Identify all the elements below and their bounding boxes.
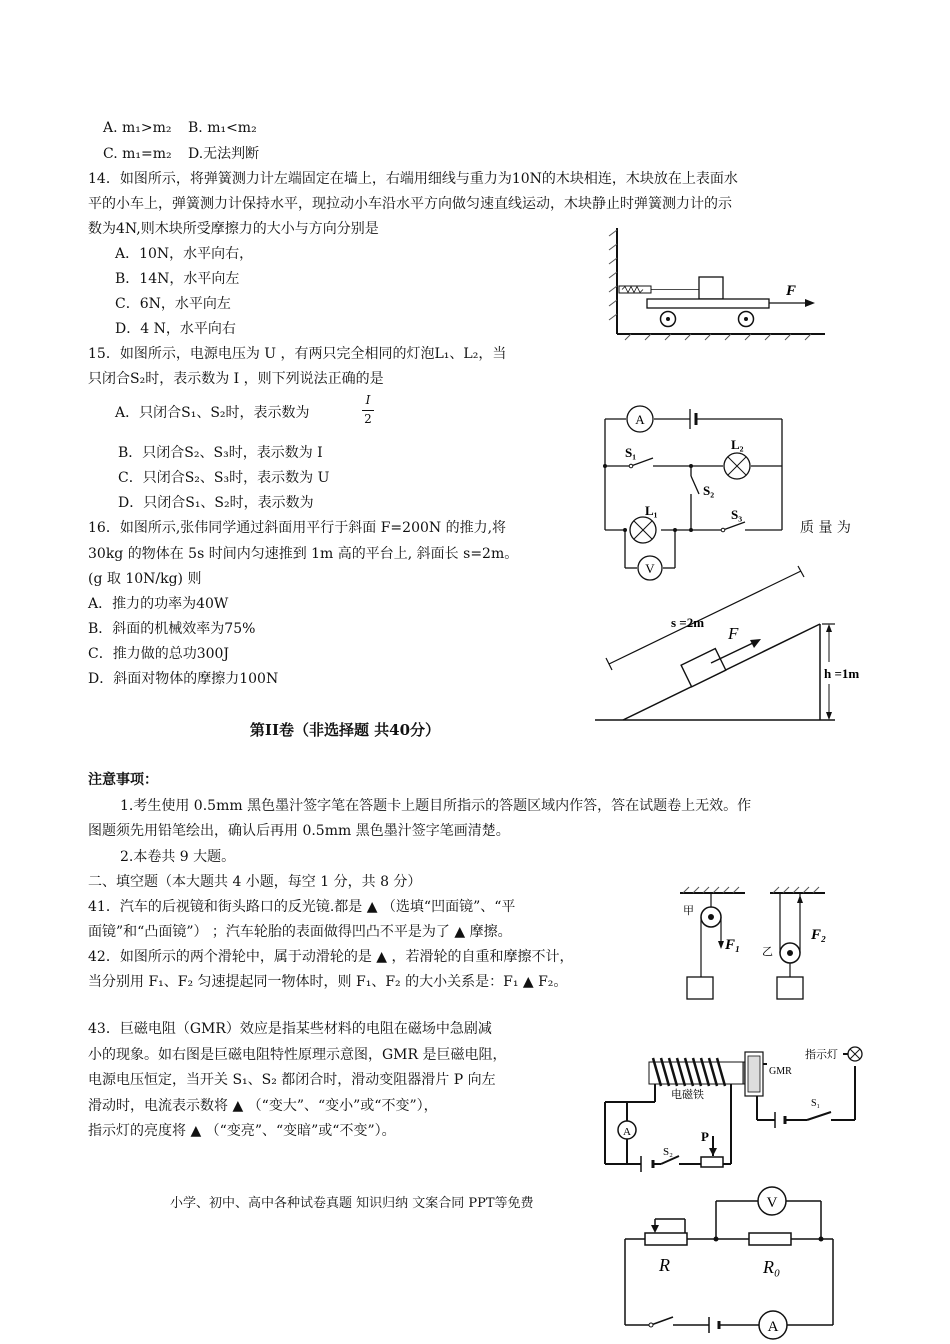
q14-stem-line2: 平的小车上，弹簧测力计保持水平，现拉动小车沿水平方向做匀速直线运动，木块静止时弹簧测力计的示	[88, 196, 732, 212]
pulley-yi-label: 乙	[762, 946, 773, 958]
switch-s2-label: S₂	[663, 1146, 673, 1158]
q42-line1: 42．如图所示的两个滑轮中，属于动滑轮的是 ▲ ，若滑轮的自重和摩擦不计，	[88, 949, 574, 965]
part-2-heading: 二、填空题（本大题共 4 小题，每空 1 分，共 8 分）	[88, 874, 422, 890]
q16-option-d: D．斜面对物体的摩擦力100N	[88, 671, 279, 687]
switch-s1-label: S₁	[625, 445, 637, 460]
q43-line5: 指示灯的亮度将 ▲ （“变亮”、“变暗”或“不变”）。	[88, 1123, 396, 1139]
resistor-r-label: R	[659, 1255, 670, 1275]
q15-option-c: C．只闭合S₂、S₃时，表示数为 U	[118, 470, 330, 486]
q13-option-a: A. m₁>m₂	[103, 120, 172, 136]
cart-spring-diagram	[605, 228, 830, 340]
push-force-label: F	[728, 624, 739, 643]
gmr-circuit-diagram	[597, 1040, 869, 1175]
q16-option-a: A．推力的功率为40W	[88, 596, 229, 612]
q13-option-d: D.无法判断	[188, 146, 260, 162]
q43-line3: 电源电压恒定，当开关 S₁、S₂ 都闭合时，滑动变阻器滑片 P 向左	[88, 1072, 496, 1088]
note-1-line2: 图题须先用铅笔绘出，确认后再用 0.5mm 黑色墨汁签字笔画清楚。	[88, 823, 510, 839]
voltmeter-label: V	[645, 561, 655, 576]
height-label: h =1m	[824, 666, 860, 681]
note-1-line1: 1.考生使用 0.5mm 黑色墨汁签字笔在答题卡上题目所指示的答题区域内作答，答在试题卷上无效。作	[120, 798, 752, 814]
notes-title: 注意事项：	[88, 772, 158, 788]
q16-option-b: B．斜面的机械效率为75%	[88, 621, 256, 637]
q14-option-d: D．4 N，水平向右	[115, 321, 236, 337]
q14-option-b: B．14N，水平向左	[115, 271, 240, 287]
force-f-label: F	[786, 283, 797, 299]
bottom-circuit-diagram	[615, 1183, 855, 1338]
pulley-jia-label: 甲	[683, 905, 694, 917]
electromagnet-label: 电磁铁	[671, 1089, 704, 1101]
q15-stem-line2: 只闭合S₂时，表示数为 I ，则下列说法正确的是	[88, 371, 384, 387]
q43-line2: 小的现象。如右图是巨磁电阻特性原理示意图，GMR 是巨磁电阻，	[88, 1047, 507, 1063]
switch-s2-label: S₂	[703, 483, 715, 498]
q14-stem-line1: 14．如图所示，将弹簧测力计左端固定在墙上，右端用细线与重力为10N的木块相连，木块放在上表面水	[88, 171, 738, 187]
ammeter-label: A	[623, 1126, 631, 1138]
circuit-diagram-q15	[595, 398, 790, 590]
slider-p-label: P	[701, 1129, 709, 1144]
pulley-diagram	[675, 885, 850, 1003]
lamp-l2-label: L₂	[731, 437, 744, 452]
q15-option-d: D．只闭合S₁、S₂时，表示数为	[118, 495, 314, 511]
fraction-bar	[362, 410, 374, 411]
bottom-voltmeter-label: V	[766, 1195, 778, 1211]
force-f2-label: F₂	[811, 927, 827, 943]
q43-line4: 滑动时，电流表示数将 ▲ （“变大”、“变小”或“不变”），	[88, 1098, 438, 1114]
q16-stem-line1: 16．如图所示,张伟同学通过斜面用平行于斜面 F=200N 的推力,将	[88, 520, 507, 536]
q13-option-c: C. m₁=m₂	[103, 146, 172, 162]
lamp-l1-label: L₁	[645, 503, 658, 518]
q15-option-b: B．只闭合S₂、S₃时，表示数为 I	[118, 445, 323, 461]
fraction-numerator: I	[365, 393, 371, 407]
q16-option-c: C．推力做的总功300J	[88, 646, 230, 662]
incline-diagram	[595, 566, 870, 726]
q14-stem-line3: 数为4N,则木块所受摩擦力的大小与方向分别是	[88, 221, 379, 237]
switch-s1-label: S₁	[811, 1098, 821, 1109]
q41-line1: 41．汽车的后视镜和街头路口的反光镜.都是 ▲ （选填“凹面镜”、“平	[88, 899, 516, 915]
bottom-ammeter-label: A	[767, 1319, 779, 1335]
note-2: 2.本卷共 9 大题。	[120, 849, 236, 865]
q13-option-b: B. m₁<m₂	[188, 120, 257, 136]
q16-stem-line1-tail: 质 量 为	[800, 520, 851, 536]
q42-line2: 当分别用 F₁、F₂ 匀速提起同一物体时，则 F₁、F₂ 的大小关系是：F₁ ▲ F₂。	[88, 974, 568, 990]
footer-ad-text: 小学、初中、高中各种试卷真题 知识归纳 文案合同 PPT等免费	[170, 1196, 534, 1211]
resistor-r0-label: R₀	[763, 1257, 781, 1277]
q15-option-a: A．只闭合S₁、S₂时，表示数为	[115, 405, 310, 421]
q43-line1: 43．巨磁电阻（GMR）效应是指某些材料的电阻在磁场中急剧减	[88, 1021, 492, 1037]
q41-line2: 面镜”和“凸面镜”） ；汽车轮胎的表面做得凹凸不平是为了 ▲ 摩擦。	[88, 924, 512, 940]
gmr-label: GMR	[769, 1066, 792, 1077]
fraction-denominator: 2	[364, 412, 372, 426]
q15-stem-line1: 15．如图所示，电源电压为 U ，有两只完全相同的灯泡L₁、L₂，当	[88, 346, 507, 362]
slope-length-label: s =2m	[671, 615, 705, 630]
ammeter-label: A	[635, 412, 645, 427]
indicator-lamp-label: 指示灯	[805, 1049, 838, 1061]
q16-stem-line2: 30kg 的物体在 5s 时间内匀速推到 1m 高的平台上, 斜面长 s=2m。	[88, 546, 519, 562]
q14-option-a: A．10N，水平向右，	[115, 246, 254, 262]
switch-s3-label: S₃	[731, 507, 743, 522]
section-title: 第II卷（非选择题 共40分）	[249, 721, 441, 739]
q14-option-c: C．6N，水平向左	[115, 296, 231, 312]
q16-stem-line3: (g 取 10N/kg) 则	[88, 571, 202, 587]
force-f1-label: F₁	[725, 937, 741, 953]
